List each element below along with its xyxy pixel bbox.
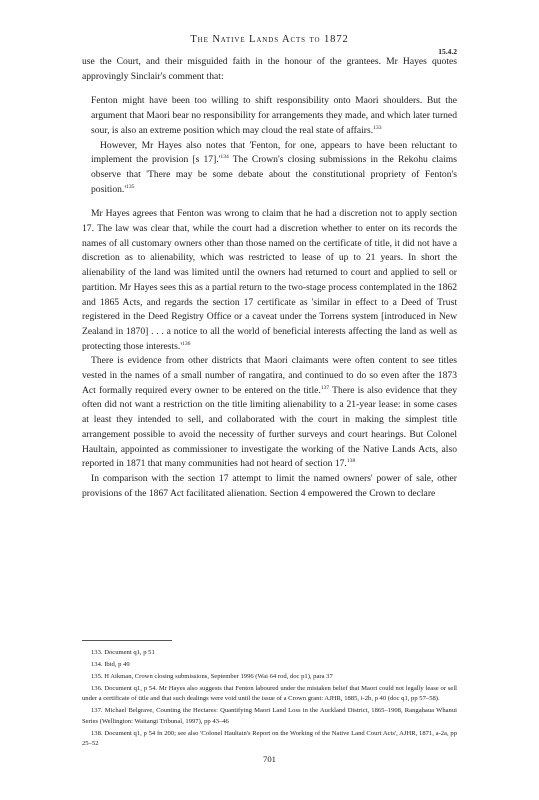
footnote-text: Michael Belgrave, Counting the Hectares: Quantifying Maori Land Loss in the Auckland District, 1865–1908, Rangahaua Whanui Series (Wellington: Waitangi Tribunal, 1997), pp 43–46 (82, 707, 457, 725)
paragraph: use the Court, and their misguided faith in the honour of the grantees. Mr Hayes quotes approvingly Sinclair's comment that: (82, 56, 457, 82)
footnote (82, 672, 457, 682)
footnote-number: 138. (91, 729, 103, 737)
footnote-number: 133. (91, 649, 103, 656)
paragraph-text: There is also evidence that they often did not want a restriction on the title limiting alienability to a 21-year lease: in some cases at least they intended to sell, and collaborated with the court in making the simplest title arrangement possible to avoid the necessity of further surveys and court hearings. But Colonel Haultain, appointed as commissioner to investigate the working of the Native Lands Acts, also reported in 1871 that many communities had not heard of section 17. (82, 384, 457, 470)
footnote-text: Ibid, p 49 (104, 661, 130, 669)
block-quote (91, 94, 457, 197)
paragraph-text: There is evidence from other districts that Maori claimants were often content to see titles vested in the names of a small number of rangatira, and continued to do so even after the 1873 Act formally required every owner to be entered on the title. (82, 355, 457, 396)
footnote-divider (82, 640, 172, 641)
footnote-number: 137. (91, 707, 103, 715)
paragraph (82, 207, 457, 354)
footnote-number: 134. (91, 661, 103, 669)
footnote-ref: 138 (346, 458, 356, 465)
footnote (82, 706, 457, 726)
section-number: 15.4.2 (438, 47, 457, 56)
body-text (82, 55, 457, 501)
footnote (82, 660, 457, 670)
footnote-text: Document q1, p 51 (104, 649, 155, 656)
footnote-ref: 137 (320, 384, 330, 391)
footnote-ref: 133 (373, 124, 382, 131)
page-number: 701 (263, 754, 276, 764)
footnote-text: Document q1, p 54 fn 200; see also 'Colonel Haultain's Report on the Working of the Native Land Court Acts', AJHR, 1871, a-2a, pp 25–52 (82, 729, 457, 747)
quote-text: Fenton might have been too willing to shift responsibility onto Maori shoulders. But the argument that Maori bear no responsibility for arrangements they made, and which later turned sour, is also an extreme position which may cloud the real state of affairs. (91, 95, 457, 136)
footnote-number: 136. (91, 685, 103, 693)
footnote (82, 648, 457, 658)
footnote (82, 684, 457, 704)
running-head: The Native Lands Acts to 1872 (190, 34, 349, 45)
footnote-text: H Aikman, Crown closing submissions, September 1996 (Wai 64 rod, doc p1), para 37 (104, 673, 333, 681)
footnotes (82, 648, 457, 751)
quote-text: However, Mr Hayes also notes that 'Fenton, for one, appears to have been reluctant to implement the provision [s 17].' (91, 139, 457, 166)
footnote-ref: 135 (126, 183, 135, 190)
footnote-ref: 136 (182, 340, 191, 347)
footnote (82, 729, 457, 749)
paragraph (82, 354, 457, 472)
footnote-number: 135. (91, 673, 103, 681)
paragraph-text: Mr Hayes agrees that Fenton was wrong to claim that he had a discretion not to apply section 17. The law was clear that, while the court had a discretion whether to enter on its records the names of all customary owners other than those named on the certificate of title, it did not have a discretion as to alienability, which was restricted to lease of up to 21 years. In short the alienability of the land was limited until the owners had returned to court and applied to sell or partition. Mr Hayes sees this as a partial return to the two-stage process contemplated in the 1862 and 1865 Acts, and regards the section 17 certificate as 'similar in effect to a Deed of Trust registered in the Deed Registry Office or a caveat under the Torrens system [introduced in New Zealand in 1870] . . . a notice to all the world of beneficial interests affecting the land as well as protecting those interests.' (82, 208, 457, 352)
footnote-ref: 134 (220, 154, 229, 161)
paragraph: In comparison with the section 17 attempt to limit the named owners' power of sale, other provisions of the 1867 Act facilitated alienation. Section 4 empowered the Crown to declare (82, 472, 457, 499)
quote-paragraph (91, 94, 457, 138)
footnote-text: Document q1, p 54. Mr Hayes also suggests that Fenton laboured under the mistaken belief that Maori could not legally lease or sell under a certificate of title and that such dealings were void until the issue of a Crown grant: AJHR, 1885, i-2b, p 40 (doc q1, pp 57–58). (82, 685, 457, 703)
quote-text: The Crown's closing submissions in the Rekohu claims observe that 'There may be some debate about the constitutional propriety of Fenton's position.' (91, 154, 457, 195)
quote-paragraph (91, 139, 457, 198)
